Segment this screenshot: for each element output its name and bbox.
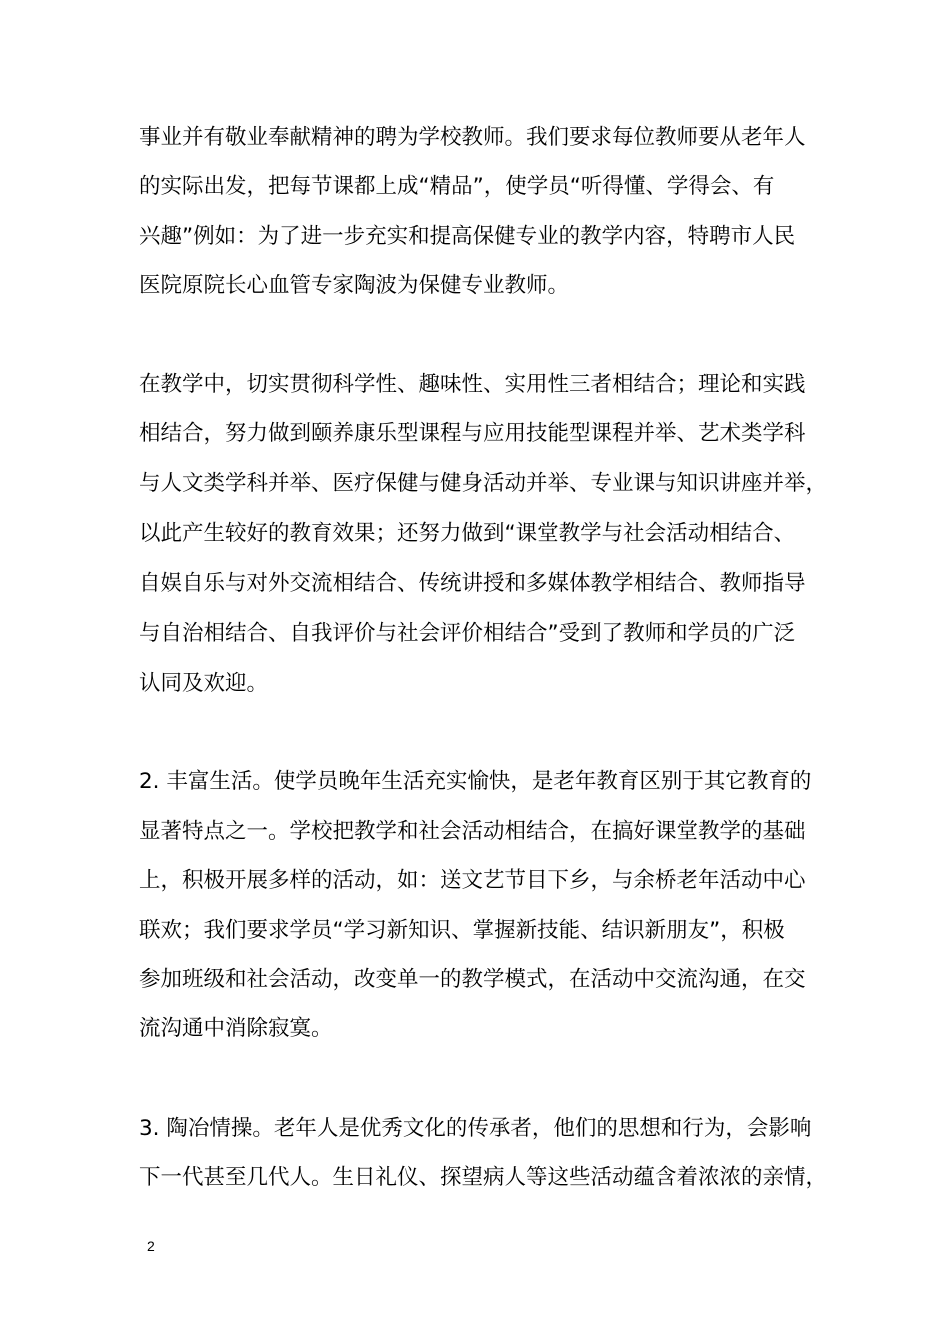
paragraph-2-line-3: 与人文类学科并举、医疗保健与健身活动并举、专业课与知识讲座并举， [139,471,828,496]
paragraph-3-line-5: 参加班级和社会活动，改变单一的教学模式，在活动中交流沟通，在交 [139,967,806,992]
paragraph-2-line-4: 以此产生较好的教育效果；还努力做到“课堂教学与社会活动相结合、 [139,521,796,546]
paragraph-4-line-2: 下一代甚至几代人。生日礼仪、探望病人等这些活动蕴含着浓浓的亲情， [139,1165,828,1190]
paragraph-2-line-7: 认同及欢迎。 [139,671,269,696]
paragraph-2-line-1: 在教学中，切实贯彻科学性、趣味性、实用性三者相结合；理论和实践 [139,372,806,397]
paragraph-3-line-6: 流沟通中消除寂寞。 [139,1016,333,1041]
paragraph-3-line-2: 显著特点之一。学校把教学和社会活动相结合，在搞好课堂教学的基础 [139,819,806,844]
paragraph-3-line-4: 联欢；我们要求学员“学习新知识、掌握新技能、结识新朋友”，积极 [139,918,785,943]
paragraph-3-line-3: 上，积极开展多样的活动，如：送文艺节目下乡，与余桥老年活动中心 [139,868,806,893]
paragraph-1-line-4: 医院原院长心血管专家陶波为保健专业教师。 [139,273,570,298]
paragraph-3-line-1: 2. 丰富生活。使学员晚年生活充实愉快，是老年教育区别于其它教育的 [139,769,812,794]
paragraph-1-line-2: 的实际出发，把每节课都上成“精品”，使学员“听得懂、学得会、有 [139,174,775,199]
paragraph-1-line-1: 事业并有敬业奉献精神的聘为学校教师。我们要求每位教师要从老年人 [139,125,806,150]
paragraph-2-line-2: 相结合，努力做到颐养康乐型课程与应用技能型课程并举、艺术类学科 [139,421,806,446]
paragraph-2-line-6: 与自治相结合、自我评价与社会评价相结合”受到了教师和学员的广泛 [139,621,796,646]
paragraph-4-line-1: 3. 陶冶情操。老年人是优秀文化的传承者，他们的思想和行为，会影响 [139,1116,812,1141]
paragraph-2-line-5: 自娱自乐与对外交流相结合、传统讲授和多媒体教学相结合、教师指导 [139,571,806,596]
page-number: 2 [147,1238,155,1254]
paragraph-1-line-3: 兴趣”例如：为了进一步充实和提高保健专业的教学内容，特聘市人民 [139,224,796,249]
